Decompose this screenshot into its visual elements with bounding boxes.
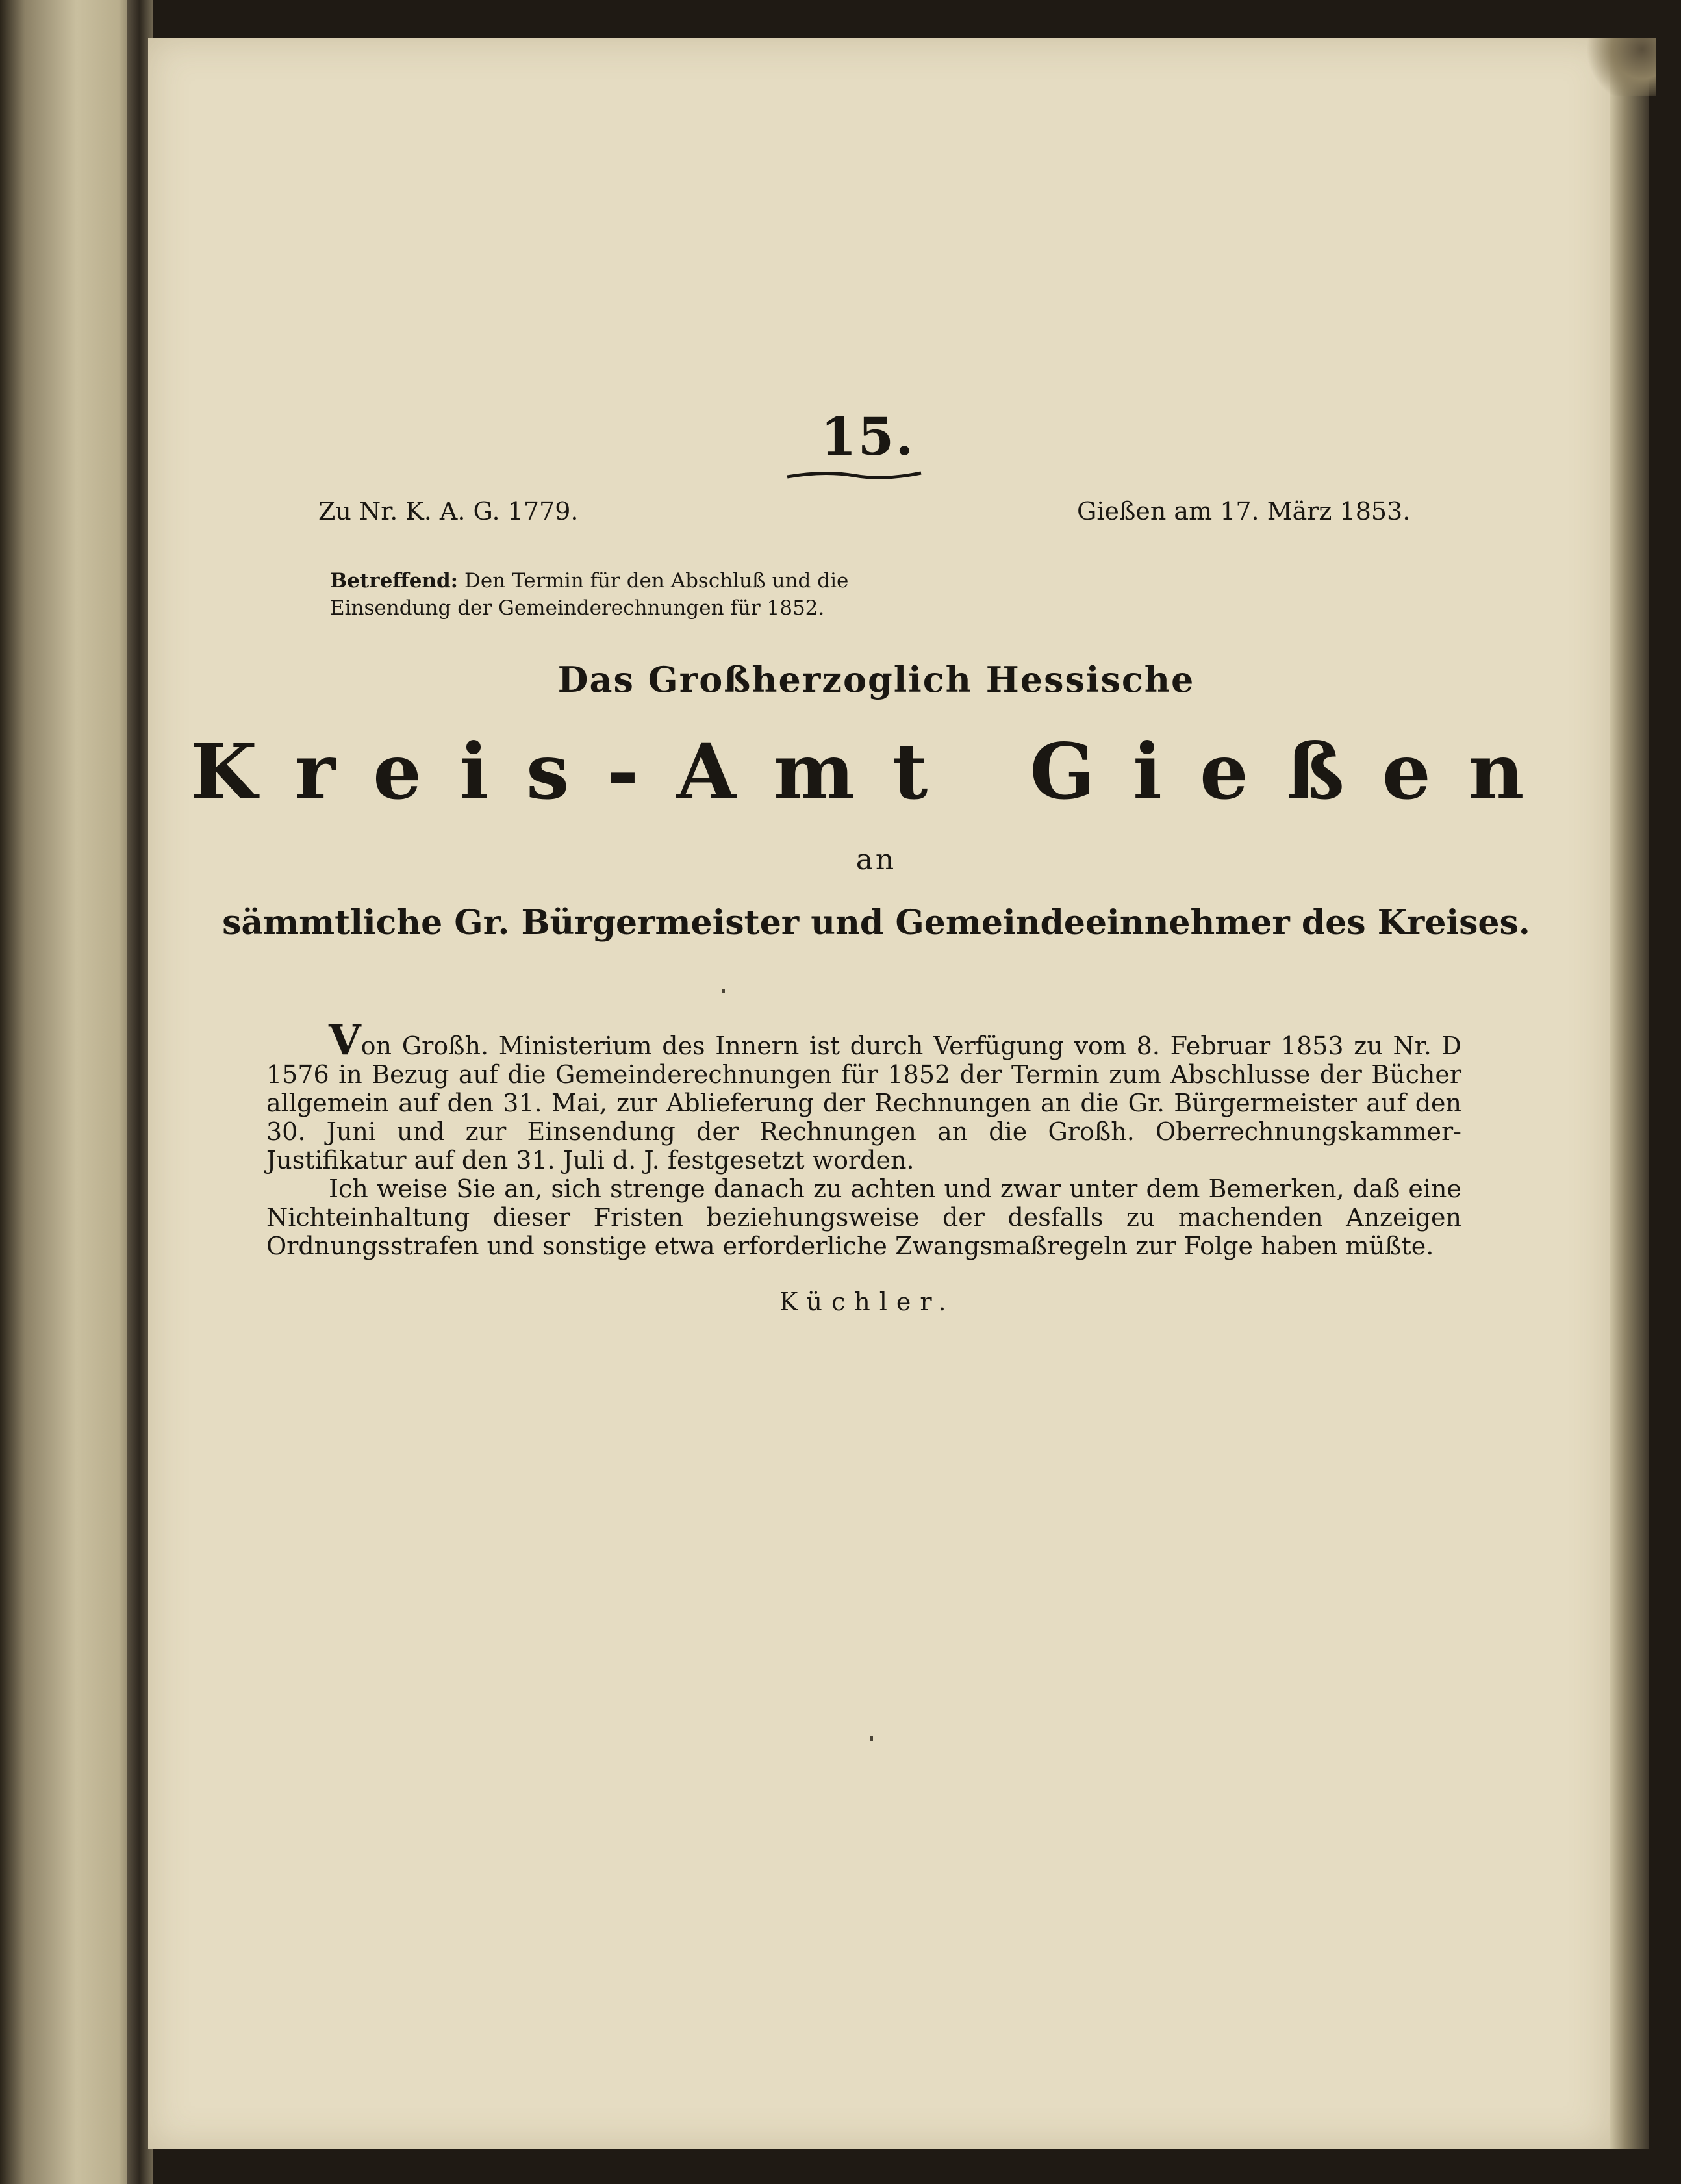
subject-block <box>330 567 947 622</box>
issuer-subtitle: Das Großherzoglich Hessische <box>557 659 1195 700</box>
subject-text: Den Termin für den Abschluß und die Einsendung der Gemeinderechnungen für 1852. <box>330 569 849 620</box>
reference-number: Zu Nr. K. A. G. 1779. <box>318 497 579 526</box>
ink-speck <box>722 989 725 993</box>
left-page <box>0 0 140 2184</box>
body-paragraph: Ich weise Sie an, sich strenge danach zu achten und zwar unter dem Bemerken, daß eine Nichteinhaltung dieser Fristen beziehungsweise der desfalls zu machenden Anzeigen Ordnungsstrafen und sonstige etwa erforderliche Zwangsmaßregeln zur Folge haben müßte. <box>266 1175 1461 1260</box>
corner-wear <box>1585 38 1656 96</box>
document-number: 15. <box>820 406 915 467</box>
addressee-line: sämmtliche Gr. Bürgermeister und Gemeindeeinnehmer des Kreises. <box>222 903 1530 943</box>
addressed-to-word: an <box>855 843 897 876</box>
date-line: Gießen am 17. März 1853. <box>1077 497 1411 526</box>
body-paragraph: Von Großh. Ministerium des Innern ist durch Verfügung vom 8. Februar 1853 zu Nr. D 1576 in Bezug auf die Gemeinderechnungen für 1852 der Termin zum Abschlusse der Bücher allgemein auf den 31. Mai, zur Ablieferung der Rechnungen an die Gr. Bürgermeister auf den 30. Juni und zur Einsendung der Rechnungen an die Großh. Oberrechnungskammer-Justifikatur auf den 31. Juli d. J. festgesetzt worden. <box>266 1016 1461 1175</box>
signature: Küchler. <box>779 1288 955 1316</box>
page-edge <box>1610 38 1649 2149</box>
decorative-swash <box>786 465 922 485</box>
body-text <box>266 1016 1461 1260</box>
ink-speck <box>870 1736 873 1741</box>
issuer-title: Kreis-Amt Gießen <box>190 726 1562 817</box>
subject-label: Betreffend: <box>330 569 459 592</box>
